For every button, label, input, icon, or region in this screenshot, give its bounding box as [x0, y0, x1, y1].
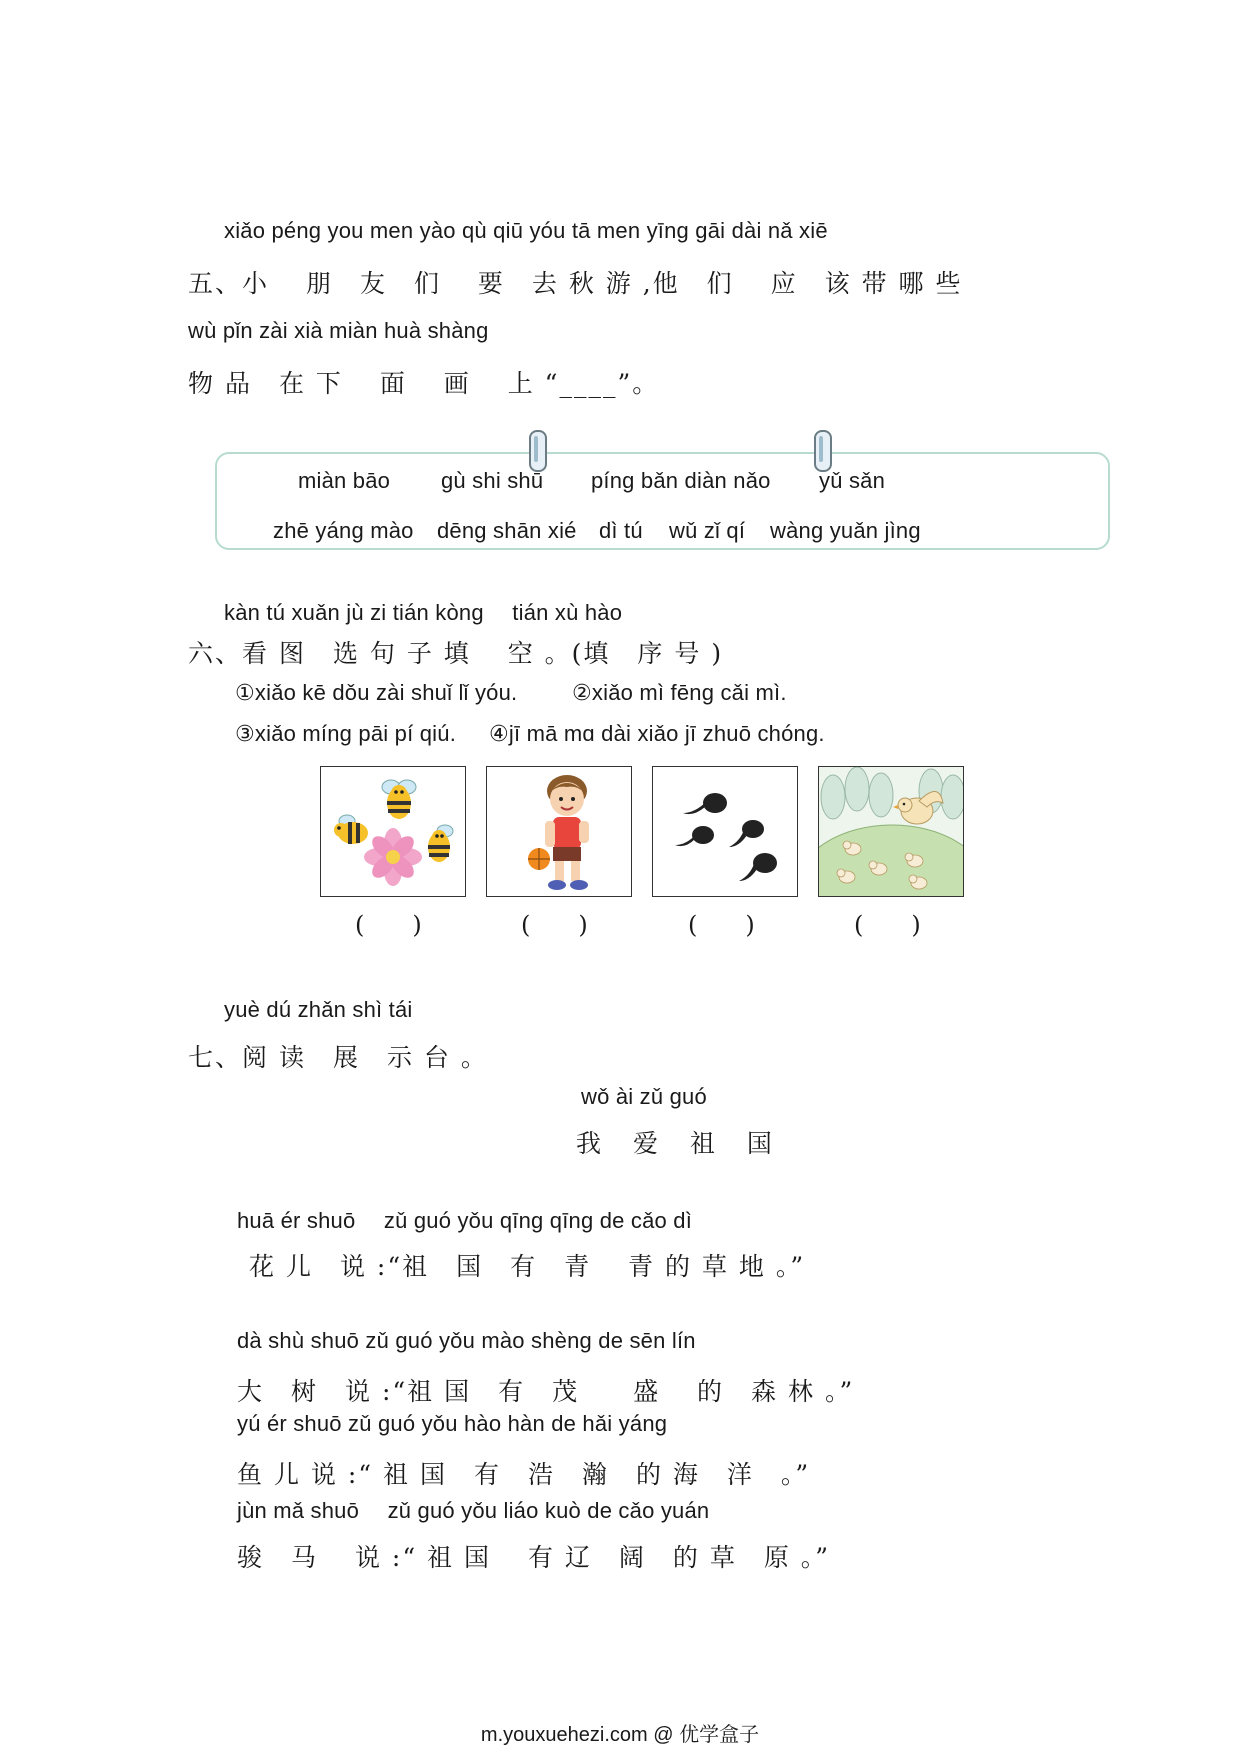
poem-line-3-hanzi: 鱼 儿 说 :“ 祖 国 有 浩 瀚 的 海 洋 。”	[237, 1460, 811, 1489]
footer-watermark: m.youxuehezi.com @ 优学盒子	[480, 1724, 760, 1746]
poem-line-2-pinyin: dà shù shuō zǔ guó yǒu mào shèng de sēn lín	[237, 1328, 696, 1353]
poem-line-1-pinyin: huā ér shuō zǔ guó yǒu qīng qīng de cǎo dì	[237, 1208, 693, 1233]
hen-and-chicks-icon	[819, 767, 964, 897]
boy-with-ball-icon	[487, 767, 632, 897]
q6-option-4: ④jī mā mɑ dài xiǎo jī zhuō chóng.	[489, 721, 825, 746]
poem-line-4-hanzi: 骏 马 说 :“ 祖 国 有 辽 阔 的 草 原 。”	[237, 1543, 831, 1572]
word-item: píng bǎn diàn nǎo	[591, 468, 771, 493]
q7-pinyin: yuè dú zhǎn shì tái	[224, 997, 413, 1022]
answer-blank-3[interactable]: ( )	[688, 911, 755, 939]
poem-line-2-hanzi: 大 树 说 :“祖 国 有 茂 盛 的 森 林 。”	[237, 1377, 855, 1406]
binder-clip-icon	[529, 430, 547, 472]
answer-blank-1[interactable]: ( )	[355, 911, 422, 939]
q6-option-1: ①xiǎo kē dǒu zài shuǐ lǐ yóu.	[235, 680, 518, 705]
word-item: dēng shān xié	[437, 518, 577, 543]
answer-blank-4[interactable]: ( )	[854, 911, 921, 939]
word-item: yǔ sǎn	[819, 468, 886, 493]
q6-option-2: ②xiǎo mì fēng cǎi mì.	[572, 680, 787, 705]
poem-line-4-pinyin: jùn mǎ shuō zǔ guó yǒu liáo kuò de cǎo yuán	[237, 1498, 710, 1523]
q5-pinyin-line1: xiǎo péng you men yào qù qiū yóu tā men yīng gāi dài nǎ xiē	[224, 218, 828, 243]
q7-hanzi: 七、阅 读 展 示 台 。	[188, 1043, 488, 1072]
word-item: wǔ zǐ qí	[669, 518, 746, 543]
word-item: gù shi shū	[441, 468, 544, 493]
tadpoles-icon	[653, 767, 798, 897]
q6-option-3: ③xiǎo míng pāi pí qiú.	[235, 721, 457, 746]
poem-line-3-pinyin: yú ér shuō zǔ guó yǒu hào hàn de hǎi yáng	[237, 1411, 668, 1436]
picture-boy-ball	[486, 766, 632, 897]
picture-bees-flower	[320, 766, 466, 897]
answer-blank-2[interactable]: ( )	[521, 911, 588, 939]
binder-clip-icon	[814, 430, 832, 472]
word-item: wàng yuǎn jìng	[770, 518, 921, 543]
poem-line-1-hanzi: 花 儿 说 :“祖 国 有 青 青 的 草 地 。”	[249, 1252, 806, 1281]
q6-hanzi: 六、看 图 选 句 子 填 空 。(填 序 号 )	[188, 639, 724, 668]
q5-pinyin-line2: wù pǐn zài xià miàn huà shàng	[188, 318, 489, 343]
bees-and-flower-icon	[321, 767, 466, 897]
q5-hanzi-line1: 五、小 朋 友 们 要 去 秋 游 ,他 们 应 该 带 哪 些	[188, 269, 963, 298]
poem-title: 我 爱 祖 国	[576, 1129, 784, 1158]
poem-title-pinyin: wǒ ài zǔ guó	[581, 1084, 707, 1109]
word-item: zhē yáng mào	[273, 518, 414, 543]
q5-hanzi-line2: 物 品 在 下 面 画 上 “____”。	[188, 369, 660, 398]
q6-pinyin: kàn tú xuǎn jù zi tián kòng tián xù hào	[224, 600, 623, 625]
picture-hen-chicks	[818, 766, 964, 897]
word-item: dì tú	[599, 518, 643, 543]
word-item: miàn bāo	[298, 468, 391, 493]
picture-tadpoles	[652, 766, 798, 897]
